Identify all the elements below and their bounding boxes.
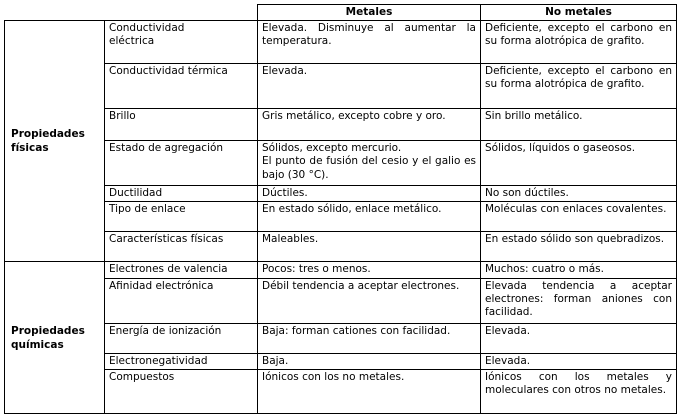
metales-cell: Pocos: tres o menos. xyxy=(258,262,481,278)
metales-cell: Maleables. xyxy=(258,232,481,262)
property-cell: Características físicas xyxy=(105,232,258,262)
property-cell: Electronegatividad xyxy=(105,353,258,369)
no-metales-cell: Iónicos con los metales y moleculares con otros no metales. xyxy=(481,369,677,413)
table-row xyxy=(5,21,677,64)
no-metales-cell: Elevada. xyxy=(481,353,677,369)
metales-cell: Baja. xyxy=(258,353,481,369)
table-row xyxy=(5,353,677,369)
metales-cell: Baja: forman cationes con facilidad. xyxy=(258,323,481,353)
property-cell xyxy=(105,21,258,64)
table-row xyxy=(5,202,677,232)
metales-line: El punto de fusión del cesio y el galio es bajo (30 °C). xyxy=(262,155,476,181)
metales-line: Sólidos, excepto mercurio. xyxy=(262,142,402,155)
property-label: eléctrica xyxy=(109,35,155,48)
category-quimicas xyxy=(5,262,105,413)
no-metales-cell: En estado sólido son quebradizos. xyxy=(481,232,677,262)
property-cell: Afinidad electrónica xyxy=(105,278,258,323)
no-metales-cell: No son dúctiles. xyxy=(481,186,677,202)
property-cell: Estado de agregación xyxy=(105,141,258,186)
header-row xyxy=(5,5,677,21)
blank-corner-cell xyxy=(5,5,258,21)
category-label: químicas xyxy=(11,338,64,351)
no-metales-cell: Muchos: cuatro o más. xyxy=(481,262,677,278)
table-row xyxy=(5,369,677,413)
table-row xyxy=(5,109,677,141)
category-label: Propiedades xyxy=(11,128,85,141)
table-row xyxy=(5,278,677,323)
property-cell: Compuestos xyxy=(105,369,258,413)
metales-cell xyxy=(258,141,481,186)
table-row xyxy=(5,141,677,186)
no-metales-cell: Elevada. xyxy=(481,323,677,353)
metales-cell: Dúctiles. xyxy=(258,186,481,202)
property-cell: Ductilidad xyxy=(105,186,258,202)
property-label: Conductividad xyxy=(109,22,185,35)
no-metales-cell: Sólidos, líquidos o gaseosos. xyxy=(481,141,677,186)
metales-cell: Elevada. Disminuye al aumentar la temperatura. xyxy=(258,21,481,64)
header-no-metales: No metales xyxy=(481,5,677,21)
property-cell: Electrones de valencia xyxy=(105,262,258,278)
property-cell: Energía de ionización xyxy=(105,323,258,353)
no-metales-cell: Deficiente, excepto el carbono en su forma alotrópica de grafito. xyxy=(481,64,677,109)
metales-cell: Débil tendencia a aceptar electrones. xyxy=(258,278,481,323)
category-fisicas xyxy=(5,21,105,262)
category-label: físicas xyxy=(11,142,49,155)
property-cell: Conductividad térmica xyxy=(105,64,258,109)
no-metales-cell: Deficiente, excepto el carbono en su forma alotrópica de grafito. xyxy=(481,21,677,64)
metales-cell: Iónicos con los no metales. xyxy=(258,369,481,413)
no-metales-cell: Sin brillo metálico. xyxy=(481,109,677,141)
table-row xyxy=(5,262,677,278)
properties-table xyxy=(4,4,677,414)
table-row xyxy=(5,186,677,202)
header-metales: Metales xyxy=(258,5,481,21)
metales-cell: Elevada. xyxy=(258,64,481,109)
property-cell: Brillo xyxy=(105,109,258,141)
metales-cell: Gris metálico, excepto cobre y oro. xyxy=(258,109,481,141)
property-cell: Tipo de enlace xyxy=(105,202,258,232)
table-row xyxy=(5,323,677,353)
category-label: Propiedades xyxy=(11,324,85,337)
no-metales-cell: Moléculas con enlaces covalentes. xyxy=(481,202,677,232)
no-metales-cell: Elevada tendencia a aceptar electrones: forman aniones con facilidad. xyxy=(481,278,677,323)
table-row xyxy=(5,64,677,109)
metales-cell: En estado sólido, enlace metálico. xyxy=(258,202,481,232)
table-row xyxy=(5,232,677,262)
